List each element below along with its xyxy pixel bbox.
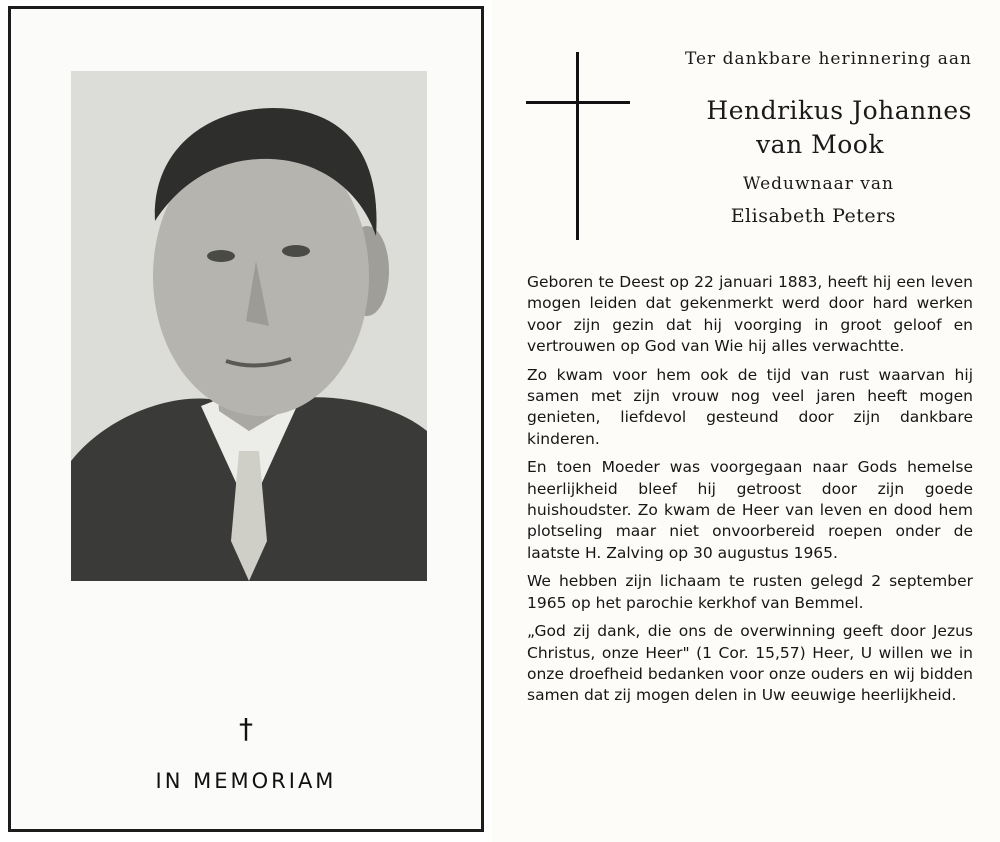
paragraph-retirement: Zo kwam voor hem ook de tijd van rust waarvan hij samen met zijn vrouw nog veel jaren heeft mogen genieten, liefdevol gesteund door zijn dankbare kinderen. <box>527 365 973 448</box>
cross-icon: † <box>239 712 253 745</box>
portrait-photo <box>71 71 427 581</box>
large-cross-icon-bar <box>526 101 630 104</box>
paragraph-birth: Geboren te Deest op 22 januari 1883, heeft hij een leven mogen leiden dat gekenmerkt werd door hard werken voor zijn gezin dat hij voorging in groot geloof en vertrouwen op God van Wie hij alles verwachtte. <box>527 273 973 356</box>
paragraph-burial: We hebben zijn lichaam te rusten gelegd 2 september 1965 op het parochie kerkhof van Bemmel. <box>527 572 973 612</box>
deceased-name-line2: van Mook <box>756 130 884 159</box>
widower-label: Weduwnaar van <box>743 174 894 194</box>
memorial-card-text <box>492 0 1000 842</box>
remembrance-intro: Ter dankbare herinnering aan <box>684 49 972 69</box>
paragraph-prayer: „God zij dank, die ons de overwinning geeft door Jezus Christus, onze Heer" (1 Cor. 15,57) Heer, U willen we in onze droefheid bedanken voor onze ouders en wij bidden samen dat zij mogen delen in Uw eeuwige heerlijkheid. <box>527 622 973 705</box>
memorial-card-front <box>8 6 484 832</box>
in-memoriam-title: IN MEMORIAM <box>155 769 337 793</box>
biography-text <box>527 272 973 714</box>
portrait-illustration <box>71 71 427 581</box>
spouse-name: Elisabeth Peters <box>730 205 896 227</box>
large-cross-icon <box>576 52 579 240</box>
deceased-name-line1: Hendrikus Johannes <box>706 96 972 125</box>
paragraph-passing: En toen Moeder was voorgegaan naar Gods hemelse heerlijkheid bleef hij getroost door zijn goede huishoudster. Zo kwam de Heer van leven en dood hem plotseling maar niet onvoorbereid roepen onder de laatste H. Zalving op 30 augustus 1965. <box>527 458 973 562</box>
